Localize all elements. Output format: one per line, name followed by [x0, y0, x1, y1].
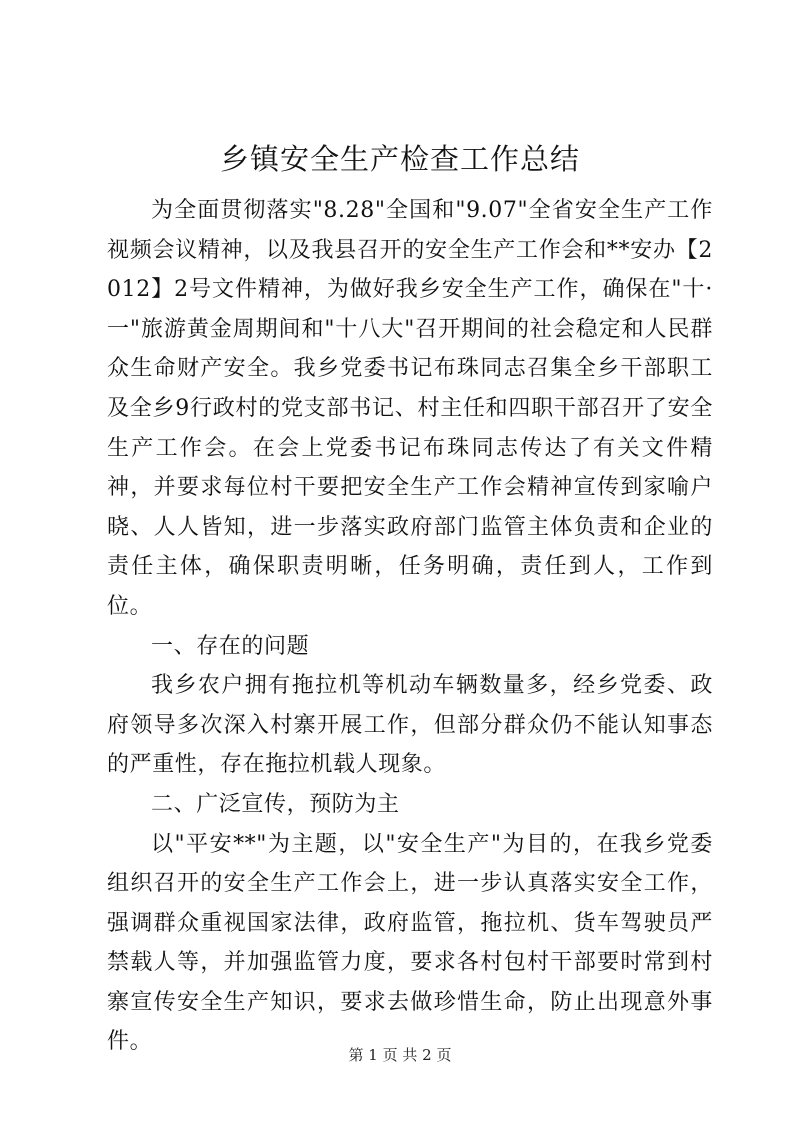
section-body-problems: 我乡农户拥有拖拉机等机动车辆数量多，经乡党委、政府领导多次深入村寨开展工作，但部分群众仍不能认知事态的严重性，存在拖拉机载人现象。 [107, 673, 713, 778]
intro-paragraph: 为全面贯彻落实"8.28"全国和"9.07"全省安全生产工作视频会议精神，以及我县召开的安全生产工作会和**安办【2012】2号文件精神，为做好我乡安全生产工作，确保在"十·一"旅游黄金周期间和"十八大"召开期间的社会稳定和人民群众生命财产安全。我乡党委书记布珠同志召集全乡干部职工及全乡9行政村的党支部书记、村主任和四职干部召开了安全生产工作会。在会上党委书记布珠同志传达了有关文件精神，并要求每位村干要把安全生产工作会精神宣传到家喻户晓、人人皆知，进一步落实政府部门监管主体负责和企业的责任主体，确保职责明晰，任务明确，责任到人，工作到位。 [107, 198, 713, 619]
section-heading-problems: 一、存在的问题 [151, 633, 310, 659]
document-body [107, 191, 713, 1062]
page-footer: 第 1 页 共 2 页 [348, 1046, 452, 1064]
section-heading-publicity: 二、广泛宣传，预防为主 [151, 791, 400, 817]
document-title: 乡镇安全生产检查工作总结 [219, 142, 580, 176]
section-body-publicity: 以"平安**"为主题，以"安全生产"为目的，在我乡党委组织召开的安全生产工作会上，进一步认真落实安全工作，强调群众重视国家法律，政府监管，拖拉机、货车驾驶员严禁载人等，并加强监管力度，要求各村包村干部要时常到村寨宣传安全生产知识，要求去做珍惜生命，防止出现意外事件。 [107, 831, 713, 1055]
